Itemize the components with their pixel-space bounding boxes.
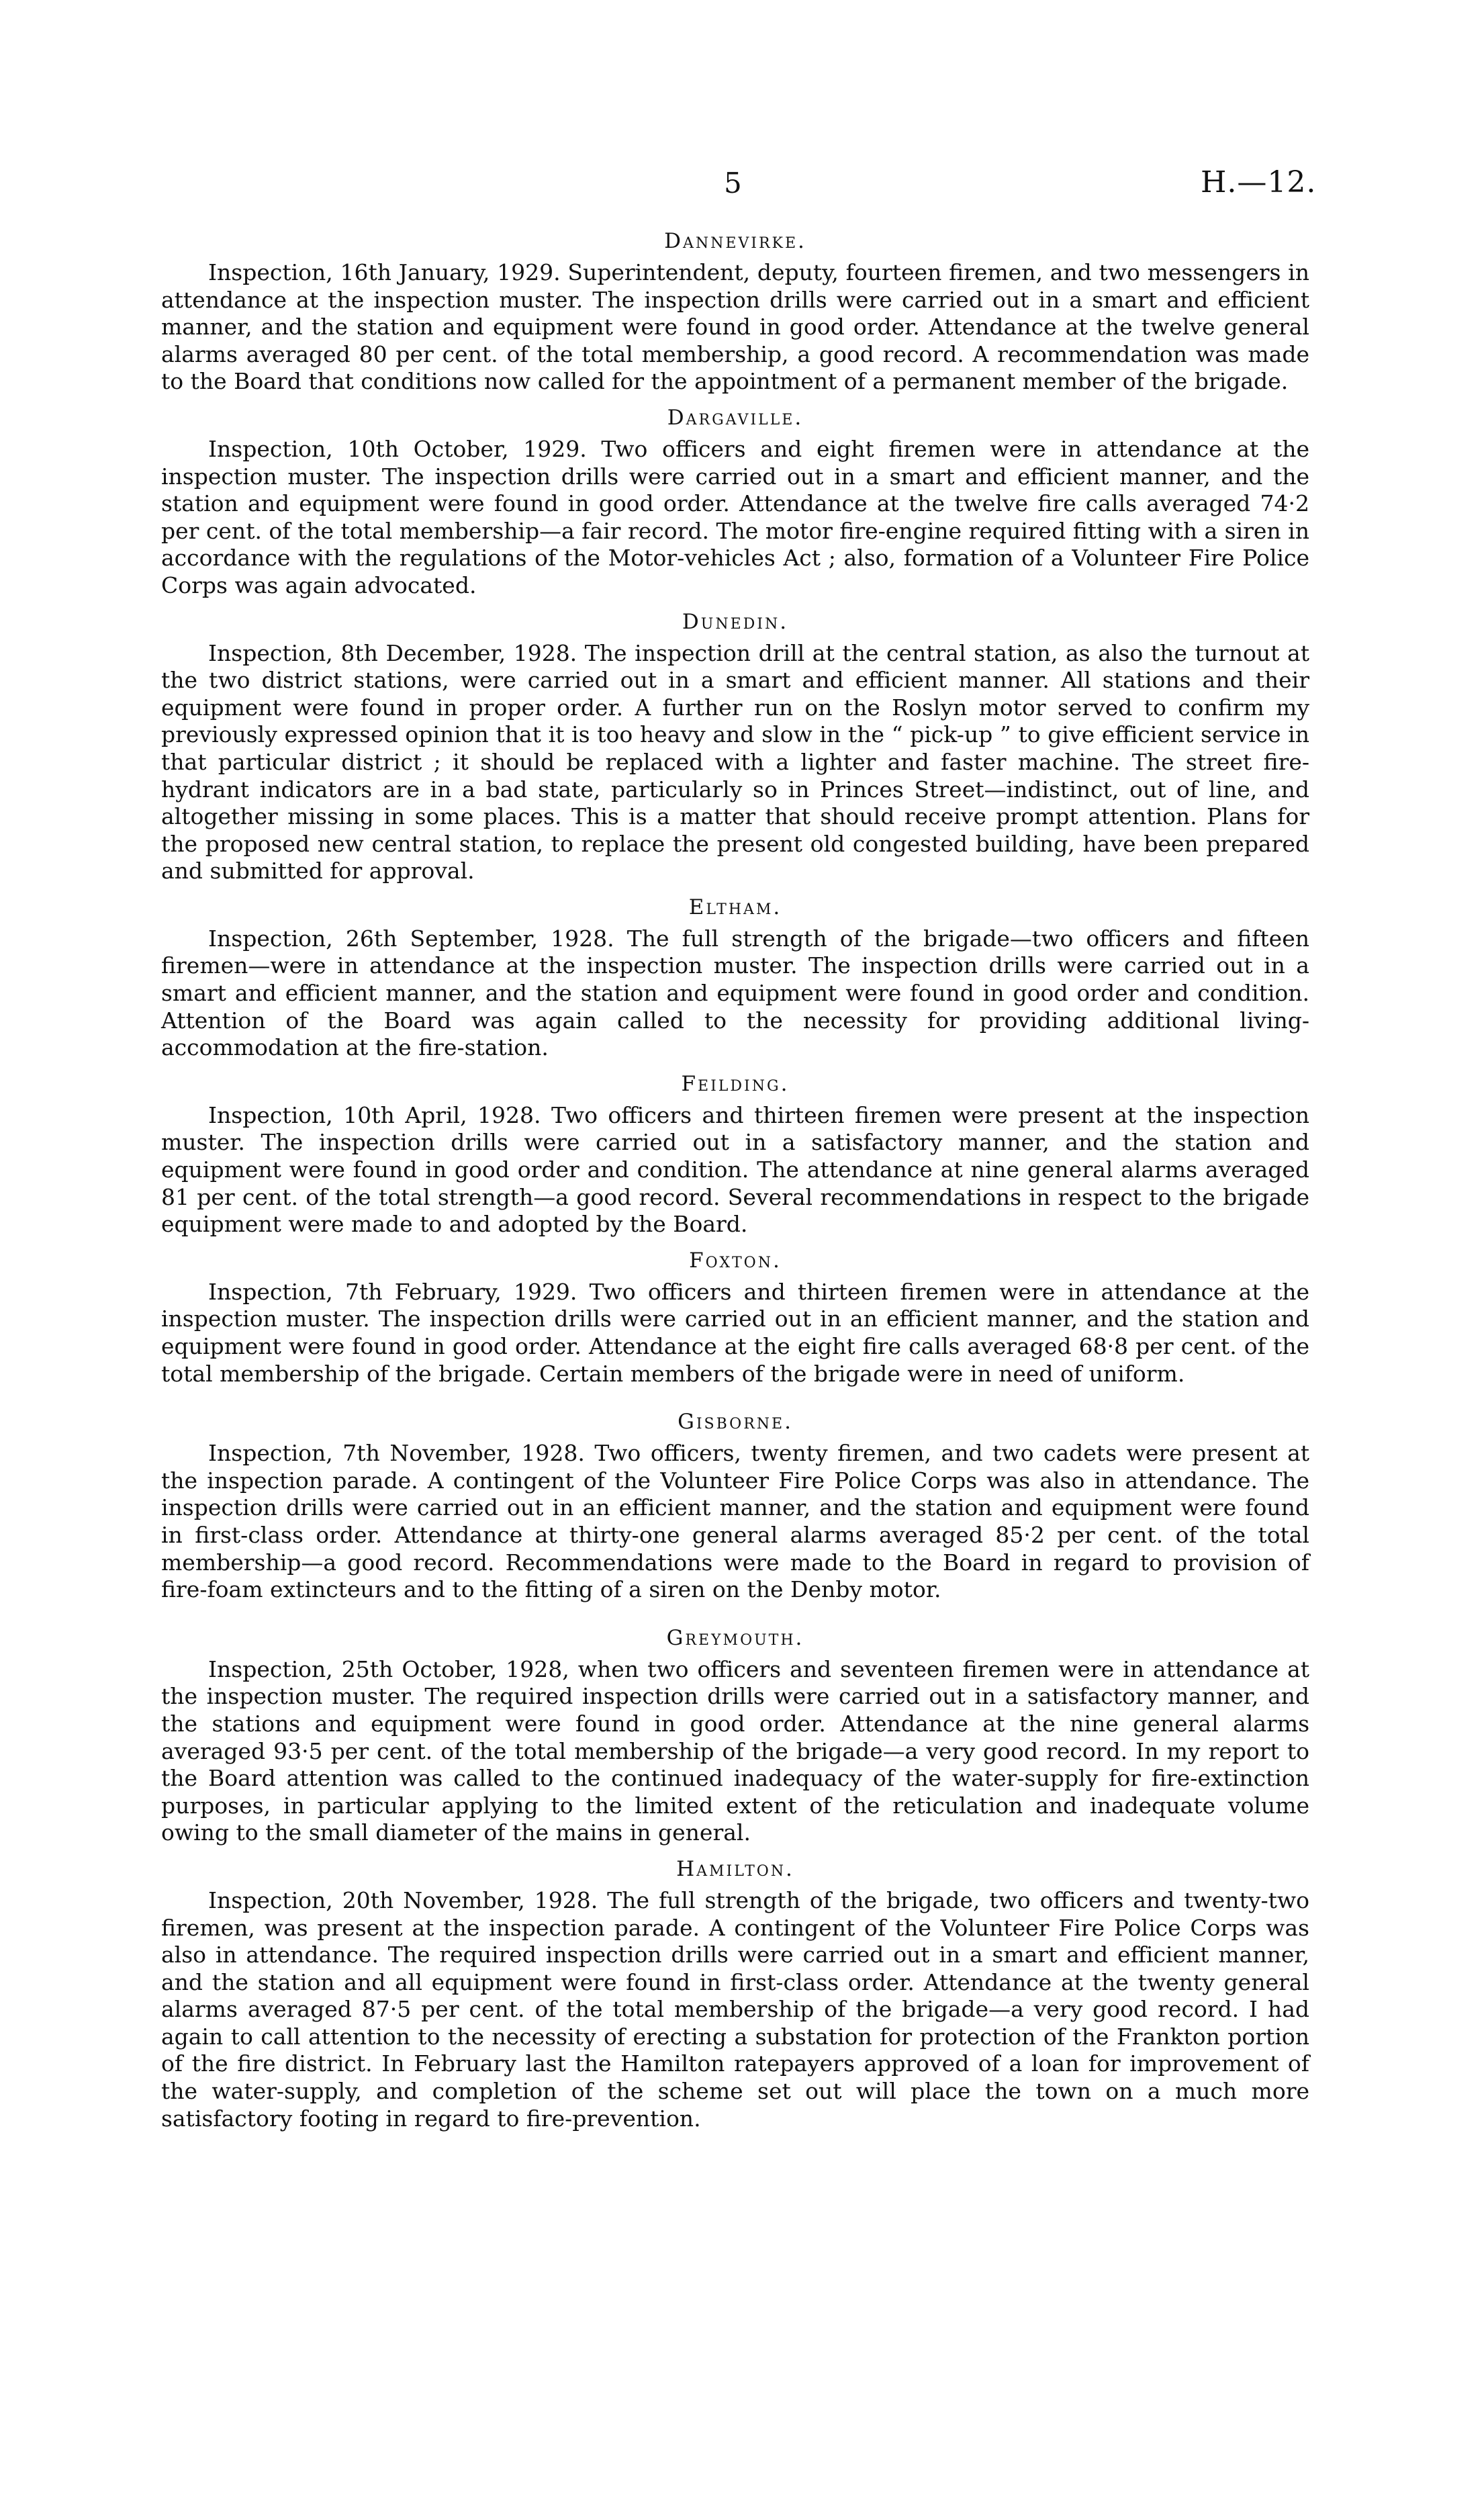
section-dargaville — [161, 404, 1309, 600]
document-reference: H.—12. — [1201, 165, 1317, 199]
section-feilding — [161, 1070, 1309, 1238]
section-foxton — [161, 1246, 1309, 1388]
section-paragraph: Inspection, 10th October, 1929. Two officers and eight firemen were in attendance at the inspection muster. The inspection drills were carried out in a smart and efficient manner, and the station and equipment were found in good order. Attendance at the twelve fire calls averaged 74·2 per cent. of the total membership—a fair record. The motor fire-engine required fitting with a siren in accordance with the regulations of the Motor-vehicles Act ; also, formation of a Volunteer Fire Police Corps was again advocated. — [161, 435, 1309, 598]
report-body — [161, 227, 1309, 2140]
section-heading: Dargaville. — [667, 405, 804, 430]
page-number: 5 — [724, 167, 742, 199]
section-paragraph: Inspection, 10th April, 1928. Two officers and thirteen firemen were present at the inspection muster. The inspection drills were carried out in a satisfactory manner, and the station and equipment were found in good order and condition. The attendance at nine general alarms averaged 81 per cent. of the total strength—a good record. Several recommendations in respect to the brigade equipment were made to and adopted by the Board. — [161, 1101, 1309, 1238]
section-heading: Feilding. — [681, 1071, 790, 1096]
section-paragraph: Inspection, 20th November, 1928. The full strength of the brigade, two officers and twenty-two firemen, was present at the inspection parade. A contingent of the Volunteer Fire Police Corps was also in attendance. The required inspection drills were carried out in a smart and efficient manner, and the station and all equipment were found in first-class order. Attendance at the twenty general alarms averaged 87·5 per cent. of the total membership of the brigade—a very good record. I had again to call attention to the necessity of erecting a substation for protection of the Frankton portion of the fire district. In February last the Hamilton ratepayers approved of a loan for improvement of the water-supply, and completion of the scheme set out will place the town on a much more satisfactory footing in regard to fire-prevention. — [161, 1887, 1309, 2132]
section-heading: Hamilton. — [676, 1856, 794, 1881]
section-dannevirke — [161, 227, 1309, 396]
section-paragraph: Inspection, 16th January, 1929. Superintendent, deputy, fourteen firemen, and two messengers in attendance at the inspection muster. The inspection drills were carried out in a smart and efficient manner, and the station and equipment were found in good order. Attendance at the twelve general alarms averaged 80 per cent. of the total membership, a good record. A recommendation was made to the Board that conditions now called for the appointment of a permanent member of the brigade. — [161, 259, 1309, 395]
section-paragraph: Inspection, 26th September, 1928. The full strength of the brigade—two officers and fifteen firemen—were in attendance at the inspection muster. The inspection drills were carried out in a smart and efficient manner, and the station and equipment were found in good order and condition. Attention of the Board was again called to the necessity for providing additional living-accommodation at the fire-station. — [161, 925, 1309, 1061]
section-paragraph: Inspection, 25th October, 1928, when two officers and seventeen firemen were in attendance at the inspection muster. The required inspection drills were carried out in a satisfactory manner, and the stations and equipment were found in good order. Attendance at the nine general alarms averaged 93·5 per cent. of the total membership of the brigade—a very good record. In my report to the Board attention was called to the continued inadequacy of the water-supply for fire-extinction purposes, in particular applying to the limited extent of the reticulation and inadequate volume owing to the small diameter of the mains in general. — [161, 1655, 1309, 1846]
section-eltham — [161, 893, 1309, 1062]
section-hamilton — [161, 1855, 1309, 2132]
section-paragraph: Inspection, 7th November, 1928. Two officers, twenty firemen, and two cadets were present at the inspection parade. A contingent of the Volunteer Fire Police Corps was also in attendance. The inspection drills were carried out in an efficient manner, and the station and equipment were found in first-class order. Attendance at thirty-one general alarms averaged 85·2 per cent. of the total membership—a good record. Recommendations were made to the Board in regard to provision of fire-foam extincteurs and to the fitting of a siren on the Denby motor. — [161, 1440, 1309, 1603]
section-heading: Eltham. — [688, 895, 782, 919]
section-paragraph: Inspection, 7th February, 1929. Two officers and thirteen firemen were in attendance at the inspection muster. The inspection drills were carried out in an efficient manner, and the station and equipment were found in good order. Attendance at the eight fire calls averaged 68·8 per cent. of the total membership of the brigade. Certain members of the brigade were in need of uniform. — [161, 1278, 1309, 1387]
section-paragraph: Inspection, 8th December, 1928. The inspection drill at the central station, as also the turnout at the two district stations, were carried out in a smart and efficient manner. All stations and their equipment were found in proper order. A further run on the Roslyn motor served to confirm my previously expressed opinion that it is too heavy and slow in the “ pick-up ” to give efficient service in that particular district ; it should be replaced with a lighter and faster machine. The street fire-hydrant indicators are in a bad state, particularly so in Princes Street—indistinct, out of line, and altogether missing in some places. This is a matter that should receive prompt attention. Plans for the proposed new central station, to replace the present old congested building, have been prepared and submitted for approval. — [161, 639, 1309, 884]
section-heading: Foxton. — [689, 1248, 782, 1273]
section-heading: Greymouth. — [666, 1625, 804, 1650]
section-heading: Dunedin. — [682, 609, 789, 634]
section-heading: Gisborne. — [678, 1410, 793, 1435]
section-heading: Dannevirke. — [664, 229, 806, 253]
section-gisborne — [161, 1408, 1309, 1604]
section-dunedin — [161, 608, 1309, 885]
section-greymouth — [161, 1624, 1309, 1847]
